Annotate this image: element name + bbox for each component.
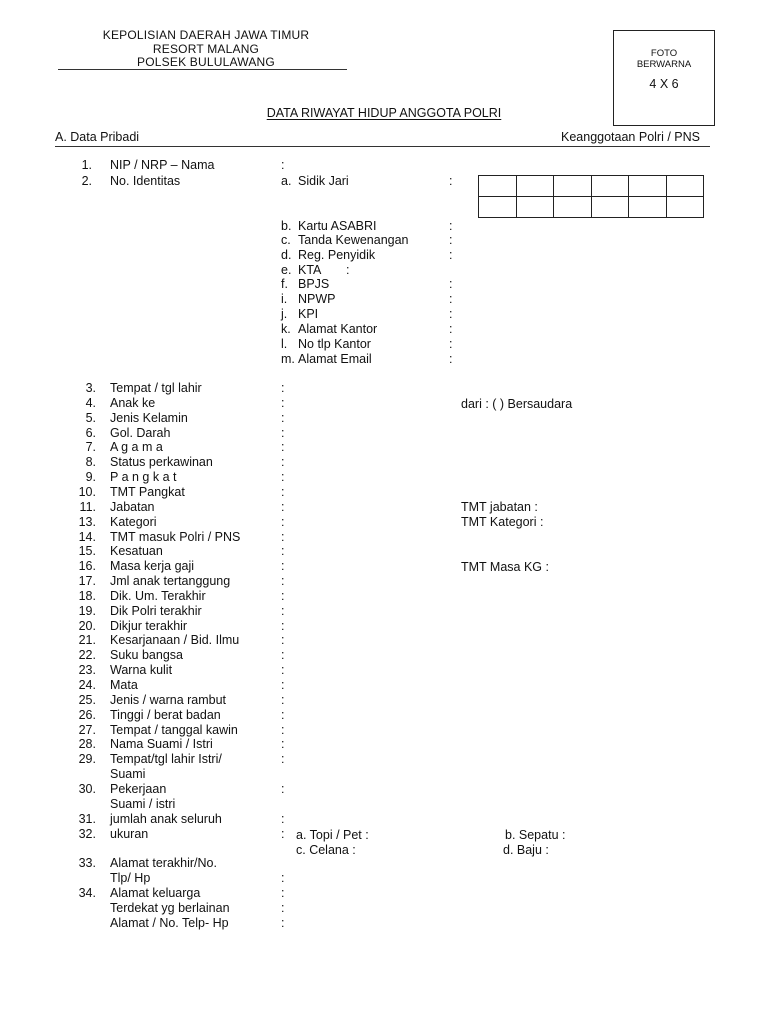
colon: : [281, 708, 285, 722]
item-label: Pekerjaan [110, 782, 167, 796]
colon: : [281, 411, 285, 425]
item-label: A g a m a [110, 440, 163, 454]
section-a-label: A. Data Pribadi [55, 130, 140, 144]
identitas-letter: c. [281, 233, 291, 247]
anak-ke-note: dari : ( ) Bersaudara [461, 397, 573, 411]
colon: : [281, 500, 285, 514]
item-number: 1. [81, 158, 92, 172]
item-number: 4. [85, 396, 96, 410]
item-number: 6. [85, 426, 96, 440]
colon: : [281, 782, 285, 796]
identitas-label: Alamat Kantor [298, 322, 378, 336]
colon: : [281, 530, 285, 544]
identitas-label: No tlp Kantor [298, 337, 371, 351]
colon: : [281, 559, 285, 573]
item-number: 30. [78, 782, 96, 796]
item-label: Kategori [110, 515, 157, 529]
item-label: Warna kulit [110, 663, 173, 677]
colon: : [281, 678, 285, 692]
colon: : [281, 812, 285, 826]
identitas-label: BPJS [298, 277, 330, 291]
org-line-2: RESORT MALANG [152, 42, 260, 56]
item-number: 22. [78, 648, 96, 662]
colon: : [281, 633, 285, 647]
colon: : [449, 219, 453, 233]
colon: : [281, 381, 285, 395]
colon: : [281, 396, 285, 410]
item-number: 18. [78, 589, 96, 603]
section-a-rule [55, 146, 710, 147]
item-number: 28. [78, 737, 96, 751]
colon: : [449, 352, 453, 366]
item-label: Alamat terakhir/No. [110, 856, 217, 870]
identitas-label: Sidik Jari [298, 174, 349, 188]
identitas-letter: f. [281, 277, 288, 291]
colon: : [281, 648, 285, 662]
item-number: 20. [78, 619, 96, 633]
identitas-label: Reg. Penyidik [298, 248, 376, 262]
item-number: 8. [85, 455, 96, 469]
identitas-letter: i. [281, 292, 288, 306]
identitas-letter: b. [281, 219, 292, 233]
colon: : [281, 916, 285, 930]
ukuran-sepatu: b. Sepatu : [505, 828, 566, 842]
tmt-jabatan-note: TMT jabatan : [461, 500, 538, 514]
item-label: Suku bangsa [110, 648, 183, 662]
colon: : [281, 440, 285, 454]
colon: : [281, 901, 285, 915]
colon: : [281, 827, 285, 841]
item-label: Gol. Darah [110, 426, 171, 440]
item-number: 14. [78, 530, 96, 544]
colon: : [449, 292, 453, 306]
item-number: 21. [78, 633, 96, 647]
item-label: Jabatan [110, 500, 155, 514]
item-label: Kesarjanaan / Bid. Ilmu [110, 633, 240, 647]
item-label: ukuran [110, 827, 149, 841]
identitas-label: KPI [298, 307, 319, 321]
item-number: 27. [78, 723, 96, 737]
item-label: NIP / NRP – Nama [110, 158, 215, 172]
document-title: DATA RIWAYAT HIDUP ANGGOTA POLRI [266, 106, 502, 120]
item-label: Anak ke [110, 396, 156, 410]
item-label: Masa kerja gaji [110, 559, 195, 573]
item-number: 15. [78, 544, 96, 558]
item-label: Suami / istri [110, 797, 176, 811]
colon: : [449, 337, 453, 351]
item-number: 24. [78, 678, 96, 692]
ukuran-celana: c. Celana : [296, 843, 356, 857]
item-number: 33. [78, 856, 96, 870]
item-label: Nama Suami / Istri [110, 737, 213, 751]
colon: : [449, 233, 453, 247]
identitas-letter: l. [281, 337, 288, 351]
identitas-letter: m. [281, 352, 295, 366]
colon: : [449, 322, 453, 336]
item-label: Jml anak tertanggung [110, 574, 231, 588]
item-label: Suami [110, 767, 146, 781]
colon: : [281, 693, 285, 707]
identitas-label: NPWP [298, 292, 336, 306]
photo-label-2: BERWARNA [636, 59, 692, 70]
item-number: 11. [79, 500, 96, 514]
identitas-letter: a. [281, 174, 292, 188]
colon: : [281, 871, 285, 885]
item-number: 10. [78, 485, 96, 499]
colon: : [281, 604, 285, 618]
colon: : [281, 723, 285, 737]
item-label: Jenis / warna rambut [110, 693, 227, 707]
header-underline [58, 69, 347, 70]
item-label: TMT masuk Polri / PNS [110, 530, 241, 544]
item-number: 13. [78, 515, 96, 529]
colon: : [281, 752, 285, 766]
item-label: Dik. Um. Terakhir [110, 589, 206, 603]
colon: : [281, 485, 285, 499]
item-number: 16. [78, 559, 96, 573]
identitas-label: Tanda Kewenangan [298, 233, 409, 247]
colon: : [281, 574, 285, 588]
org-line-3: POLSEK BULULAWANG [137, 55, 275, 69]
item-label: Dik Polri terakhir [110, 604, 202, 618]
colon: : [449, 277, 453, 291]
colon: : [281, 663, 285, 677]
item-label: Tempat / tgl lahir [110, 381, 202, 395]
item-label: Mata [110, 678, 138, 692]
section-a-right-label: Keanggotaan Polri / PNS [561, 130, 700, 144]
item-number: 19. [78, 604, 96, 618]
identitas-letter: d. [281, 248, 292, 262]
tmt-kategori-note: TMT Kategori : [461, 515, 544, 529]
colon: : [281, 426, 285, 440]
identitas-letter: k. [281, 322, 291, 336]
ukuran-baju: d. Baju : [503, 843, 549, 857]
item-number: 34. [78, 886, 96, 900]
item-label: Jenis Kelamin [110, 411, 188, 425]
colon: : [281, 544, 285, 558]
item-label: Kesatuan [110, 544, 163, 558]
colon: : [346, 263, 350, 277]
colon: : [281, 158, 285, 172]
photo-size: 4 X 6 [649, 77, 679, 91]
colon: : [281, 470, 285, 484]
item-number: 5. [85, 411, 96, 425]
identitas-letter: j. [281, 307, 288, 321]
item-number: 23. [78, 663, 96, 677]
colon: : [449, 248, 453, 262]
item-number: 29. [78, 752, 96, 766]
item-label: No. Identitas [110, 174, 181, 188]
item-label: P a n g k a t [110, 470, 177, 484]
colon: : [449, 174, 453, 188]
item-number: 7. [85, 440, 96, 454]
item-number: 3. [85, 381, 96, 395]
fingerprint-grid [478, 175, 704, 218]
item-number: 2. [81, 174, 92, 188]
colon: : [281, 515, 285, 529]
item-label: Tinggi / berat badan [110, 708, 221, 722]
colon: : [281, 589, 285, 603]
photo-label-1: FOTO [650, 48, 678, 59]
colon: : [281, 455, 285, 469]
tmt-masa-kg-note: TMT Masa KG : [461, 560, 549, 574]
item-label: Status perkawinan [110, 455, 213, 469]
item-label: Tempat/tgl lahir Istri/ [110, 752, 222, 766]
colon: : [281, 619, 285, 633]
item-number: 25. [78, 693, 96, 707]
item-label: Alamat / No. Telp- Hp [110, 916, 229, 930]
ukuran-topi: a. Topi / Pet : [296, 828, 369, 842]
item-label: Tlp/ Hp [110, 871, 151, 885]
item-label: Tempat / tanggal kawin [110, 723, 238, 737]
item-number: 31. [78, 812, 96, 826]
identitas-letter: e. [281, 263, 292, 277]
item-number: 32. [78, 827, 96, 841]
item-label: jumlah anak seluruh [110, 812, 222, 826]
item-number: 17. [78, 574, 96, 588]
item-number: 26. [78, 708, 96, 722]
colon: : [281, 886, 285, 900]
item-label: Alamat keluarga [110, 886, 201, 900]
item-number: 9. [85, 470, 96, 484]
item-label: TMT Pangkat [110, 485, 185, 499]
identitas-label: Kartu ASABRI [298, 219, 377, 233]
identitas-label: Alamat Email [298, 352, 372, 366]
colon: : [281, 737, 285, 751]
colon: : [449, 307, 453, 321]
item-label: Dikjur terakhir [110, 619, 188, 633]
org-line-1: KEPOLISIAN DAERAH JAWA TIMUR [102, 28, 310, 42]
item-label: Terdekat yg berlainan [110, 901, 230, 915]
identitas-label: KTA [298, 263, 322, 277]
